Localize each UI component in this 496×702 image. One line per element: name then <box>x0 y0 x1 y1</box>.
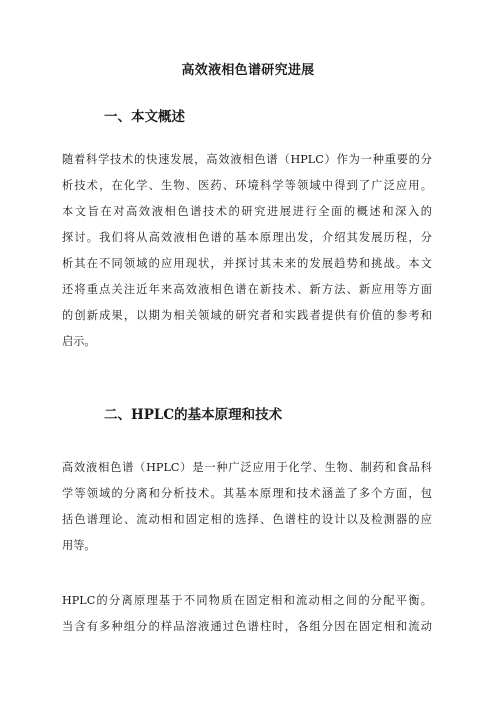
paragraph-separation-principle <box>62 588 432 640</box>
paragraph-line: 启示。 <box>62 335 96 348</box>
paragraph-line: 随着科学技术的快速发展，高效液相色谱（HPLC）作为一种重要的分 <box>62 153 432 166</box>
paragraph-line: 的创新成果，以期为相关领域的研究者和实践者提供有价值的参考和 <box>62 309 432 322</box>
paragraph-line: 用等。 <box>62 539 96 552</box>
document-title: 高效液相色谱研究进展 <box>181 63 315 78</box>
paragraph-line: 学等领域的分离和分析技术。其基本原理和技术涵盖了多个方面，包 <box>62 487 432 500</box>
section-heading-principles: 二、HPLC的基本原理和技术 <box>104 407 283 423</box>
paragraph-line: 还将重点关注近年来高效液相色谱在新技术、新方法、新应用等方面 <box>62 283 432 296</box>
paragraph-line: 探讨。我们将从高效液相色谱的基本原理出发，介绍其发展历程，分 <box>62 231 432 244</box>
paragraph-line: 本文旨在对高效液相色谱技术的研究进展进行全面的概述和深入的 <box>62 205 432 218</box>
paragraph-line: HPLC的分离原理基于不同物质在固定相和流动相之间的分配平衡。 <box>62 594 432 607</box>
paragraph-overview <box>62 147 432 355</box>
paragraph-line: 析技术，在化学、生物、医药、环境科学等领域中得到了广泛应用。 <box>62 179 432 192</box>
paragraph-principles-intro <box>62 455 432 559</box>
paragraph-line: 括色谱理论、流动相和固定相的选择、色谱柱的设计以及检测器的应 <box>62 513 432 526</box>
section-heading-overview: 一、本文概述 <box>104 109 185 125</box>
paragraph-line: 析其在不同领域的应用现状，并探讨其未来的发展趋势和挑战。本文 <box>62 257 432 270</box>
paragraph-line: 当含有多种组分的样品溶液通过色谱柱时，各组分因在固定相和流动 <box>62 620 432 633</box>
paragraph-line: 高效液相色谱（HPLC）是一种广泛应用于化学、生物、制药和食品科 <box>62 461 432 474</box>
